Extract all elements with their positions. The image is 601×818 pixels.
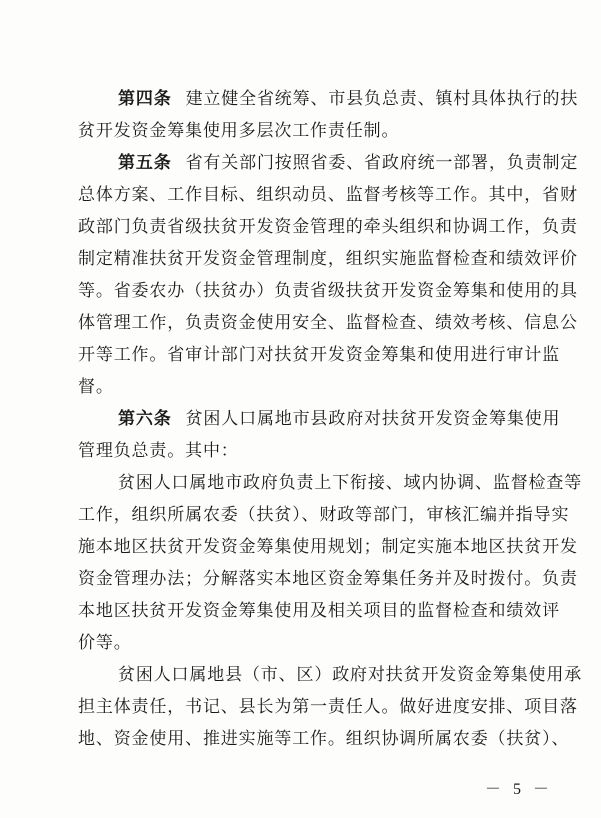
paragraph-line: 贫困人口属地县（市、区）政府对扶贫开发资金筹集使用承 [118, 665, 583, 685]
article-5-line-5: 等。省委农办（扶贫办）负责省级扶贫开发资金筹集和使用的具 [78, 281, 578, 301]
article-5-line-3: 政部门负责省级扶贫开发资金管理的牵头组织和协调工作，负责 [78, 217, 578, 237]
article-5-line-4: 制定精准扶贫开发资金管理制度，组织实施监督检查和绩效评价 [78, 249, 578, 269]
article-6-line-2: 管理负总责。其中： [78, 441, 239, 461]
paragraph-line: 地、资金使用、推进实施等工作。组织协调所属农委（扶贫）、 [78, 729, 570, 749]
article-label: 第四条 [118, 89, 172, 109]
article-label: 第六条 [118, 409, 172, 429]
paragraph-line: 价等。 [78, 633, 132, 653]
article-5-line-8: 督。 [78, 377, 114, 397]
article-5-line-2: 总体方案、工作目标、组织动员、监督考核等工作。其中，省财 [78, 185, 578, 205]
article-5-line-7: 开等工作。省审计部门对扶贫开发资金筹集和使用进行审计监 [78, 345, 560, 365]
article-4-line-2: 贫开发资金筹集使用多层次工作责任制。 [78, 121, 400, 141]
paragraph-line: 工作，组织所属农委（扶贫）、财政等部门，审核汇编并指导实 [78, 505, 570, 525]
article-text: 贫困人口属地市县政府对扶贫开发资金筹集使用 [185, 409, 561, 429]
article-text: 建立健全省统筹、市县负总责、镇村具体执行的扶 [185, 89, 579, 109]
article-text: 省有关部门按照省委、省政府统一部署，负责制定 [185, 153, 579, 173]
article-6-line-1 [118, 408, 560, 430]
paragraph-line: 担主体责任，书记、县长为第一责任人。做好进度安排、项目落 [78, 697, 578, 717]
article-4-line-1 [118, 88, 578, 110]
page-number: － 5 － [484, 781, 553, 798]
paragraph-line: 施本地区扶贫开发资金筹集使用规划；制定实施本地区扶贫开发 [78, 537, 578, 557]
paragraph-line: 本地区扶贫开发资金筹集使用及相关项目的监督检查和绩效评 [78, 601, 560, 621]
article-5-line-1 [118, 152, 578, 174]
article-5-line-6: 体管理工作，负责资金使用安全、监督检查、绩效考核、信息公 [78, 313, 578, 333]
article-label: 第五条 [118, 153, 172, 173]
paragraph-line: 资金管理办法；分解落实本地区资金筹集任务并及时拨付。负责 [78, 569, 578, 589]
paragraph-line: 贫困人口属地市政府负责上下衔接、域内协调、监督检查等 [118, 473, 583, 493]
